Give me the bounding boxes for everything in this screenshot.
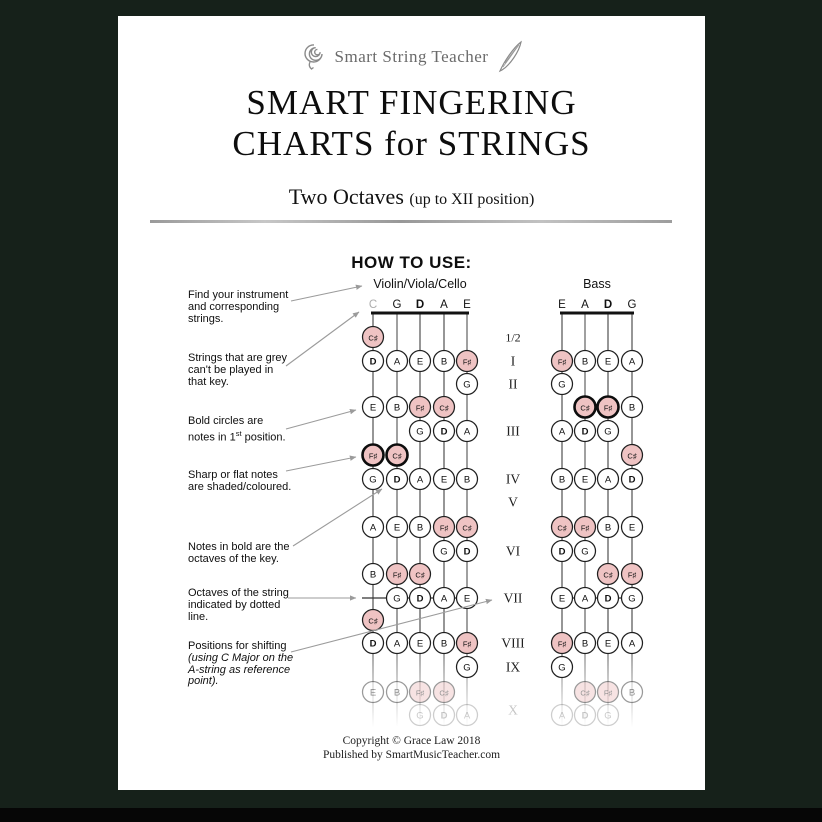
note-label: B (558, 474, 566, 486)
note-row (552, 374, 573, 395)
horizontal-divider (150, 220, 672, 223)
note-label: A (628, 356, 636, 368)
note-row (363, 327, 384, 348)
note-label: A (463, 710, 471, 722)
position-label: 1/2 (505, 330, 521, 345)
note-row (457, 657, 478, 678)
annotation-note: Find your instrument and corresponding strings. (188, 289, 289, 325)
note-row (434, 541, 478, 562)
note-label: G (463, 379, 471, 391)
position-label: IV (505, 471, 521, 487)
string-letter: A (581, 299, 589, 311)
annotation-note: Strings that are grey can't be played in that key. (188, 352, 288, 388)
position-label: IX (505, 659, 521, 675)
note-label: G (440, 546, 448, 558)
note-row (552, 421, 619, 442)
page-title-line2: CHARTS for STRINGS (232, 124, 591, 163)
note-row (552, 705, 619, 726)
annotation-arrow (286, 410, 356, 429)
note-label: G (604, 426, 612, 438)
position-label: VII (503, 590, 523, 606)
note-label: F♯ (580, 523, 590, 533)
note-label: F♯ (415, 403, 425, 413)
note-label: D (628, 474, 636, 486)
annotation-arrow (286, 312, 359, 366)
note-label: C♯ (462, 523, 472, 533)
note-label: G (558, 662, 566, 674)
note-label: B (416, 522, 424, 534)
note-label: D (440, 710, 448, 722)
string-letter: E (463, 299, 471, 311)
bass-chart-title: Bass (583, 277, 611, 291)
position-label-column (501, 331, 525, 718)
note-row (363, 517, 478, 538)
note-label: A (628, 638, 636, 650)
footer-publisher: Published by SmartMusicTeacher.com (322, 748, 501, 761)
note-label: F♯ (415, 688, 425, 698)
note-label: E (369, 402, 377, 414)
note-row (410, 421, 478, 442)
position-label: V (508, 494, 518, 510)
brand-logo (118, 40, 705, 74)
string-letter: A (440, 299, 448, 311)
note-row (457, 374, 478, 395)
note-row (363, 610, 384, 631)
note-label: G (558, 379, 566, 391)
note-label: B (393, 687, 401, 699)
note-row (552, 541, 596, 562)
page-title (118, 82, 705, 164)
note-row (598, 564, 643, 585)
note-label: A (463, 426, 471, 438)
note-row (575, 397, 643, 418)
note-label: F♯ (603, 403, 613, 413)
note-label: E (463, 593, 471, 605)
note-label: C♯ (603, 570, 613, 580)
position-label: III (506, 423, 520, 439)
note-label: E (369, 687, 377, 699)
note-label: E (393, 522, 401, 534)
note-label: G (369, 474, 377, 486)
note-label: D (369, 356, 377, 368)
brand-name: Smart String Teacher (334, 47, 489, 66)
bottom-black-strip (0, 808, 822, 822)
note-label: A (393, 356, 401, 368)
subtitle-main: Two Octaves (288, 184, 404, 209)
note-label: D (440, 426, 448, 438)
note-label: F♯ (462, 357, 472, 367)
position-label: X (508, 702, 518, 718)
note-label: B (463, 474, 471, 486)
note-label: G (416, 426, 424, 438)
note-label: F♯ (392, 570, 402, 580)
note-label: E (604, 638, 612, 650)
note-label: C♯ (580, 403, 590, 413)
subtitle-parenthetical: (up to XII position) (409, 191, 535, 208)
note-label: F♯ (627, 570, 637, 580)
note-label: B (440, 638, 448, 650)
note-label: F♯ (462, 639, 472, 649)
note-label: C♯ (439, 688, 449, 698)
note-label: D (558, 546, 566, 558)
quill-icon (497, 40, 523, 74)
string-letter: D (415, 299, 425, 311)
note-label: E (628, 522, 636, 534)
note-label: B (393, 402, 401, 414)
page-title-line1: SMART FINGERING (246, 83, 577, 122)
string-letter: D (603, 299, 613, 311)
note-row (363, 469, 478, 490)
note-label: F♯ (557, 357, 567, 367)
note-label: C♯ (368, 616, 378, 626)
note-row (552, 657, 573, 678)
annotation-note: Octaves of the string indicated by dotted line. (188, 587, 289, 623)
note-label: A (604, 474, 612, 486)
note-label: D (581, 710, 589, 722)
string-letter: G (392, 299, 402, 311)
note-label: A (369, 522, 377, 534)
annotation-arrow (286, 457, 356, 471)
note-row (410, 705, 478, 726)
note-label: F♯ (368, 451, 378, 461)
footer (118, 735, 705, 762)
note-label: G (604, 710, 612, 722)
note-row (552, 633, 643, 654)
note-label: F♯ (557, 639, 567, 649)
annotation-note: Sharp or flat notes are shaded/coloured. (188, 469, 292, 493)
note-row (363, 682, 455, 703)
position-label: VI (505, 543, 521, 559)
violin-scroll-icon (300, 42, 326, 72)
note-row (363, 564, 431, 585)
note-label: B (440, 356, 448, 368)
note-row (552, 351, 643, 372)
note-row (363, 397, 455, 418)
note-label: A (581, 593, 589, 605)
note-label: C♯ (415, 570, 425, 580)
document-page (118, 16, 705, 790)
note-label: E (558, 593, 566, 605)
annotation-note: Notes in bold are the octaves of the key. (188, 541, 290, 565)
note-label: F♯ (439, 523, 449, 533)
note-label: A (416, 474, 424, 486)
fingering-charts (118, 270, 705, 746)
note-label: G (416, 710, 424, 722)
annotation-note: Positions for shifting (using C Major on the A-string as reference point). (188, 640, 294, 688)
note-row (552, 517, 643, 538)
page-subtitle (118, 184, 705, 210)
note-row (575, 682, 643, 703)
note-label: D (416, 593, 424, 605)
note-label: C♯ (368, 333, 378, 343)
note-label: E (604, 356, 612, 368)
note-label: A (440, 593, 448, 605)
position-label: I (510, 353, 516, 369)
note-label: C♯ (580, 688, 590, 698)
note-row (622, 445, 643, 466)
note-row (363, 633, 478, 654)
note-row (552, 588, 643, 609)
note-label: B (581, 638, 589, 650)
note-label: C♯ (392, 451, 402, 461)
annotation-arrow (291, 286, 362, 301)
note-label: G (393, 593, 401, 605)
note-label: A (558, 710, 566, 722)
section-heading: HOW TO USE: (351, 253, 472, 272)
note-label: A (393, 638, 401, 650)
note-label: G (628, 593, 636, 605)
note-label: D (581, 426, 589, 438)
note-label: D (369, 638, 377, 650)
note-label: B (628, 402, 636, 414)
position-label: II (508, 376, 518, 392)
note-label: E (416, 638, 424, 650)
note-label: E (440, 474, 448, 486)
note-label: B (581, 356, 589, 368)
footer-copyright: Copyright © Grace Law 2018 (342, 735, 481, 747)
note-label: F♯ (603, 688, 613, 698)
annotation-note: Bold circles are notes in 1st position. (188, 415, 286, 444)
note-label: C♯ (557, 523, 567, 533)
note-row (363, 351, 478, 372)
position-label: VIII (501, 635, 525, 651)
note-label: D (463, 546, 471, 558)
note-label: G (581, 546, 589, 558)
note-label: C♯ (439, 403, 449, 413)
note-label: E (416, 356, 424, 368)
string-letter: E (558, 299, 566, 311)
note-label: B (604, 522, 612, 534)
note-label: G (463, 662, 471, 674)
note-label: B (628, 687, 636, 699)
string-letter: G (627, 299, 637, 311)
violin-chart-title: Violin/Viola/Cello (373, 277, 467, 291)
chart-graphics (362, 299, 643, 727)
note-label: E (581, 474, 589, 486)
note-label: C♯ (627, 451, 637, 461)
note-row (552, 469, 643, 490)
note-label: B (369, 569, 377, 581)
note-label: D (393, 474, 401, 486)
note-row (363, 445, 408, 466)
note-label: D (604, 593, 612, 605)
note-label: A (558, 426, 566, 438)
string-letter: C (368, 299, 378, 311)
